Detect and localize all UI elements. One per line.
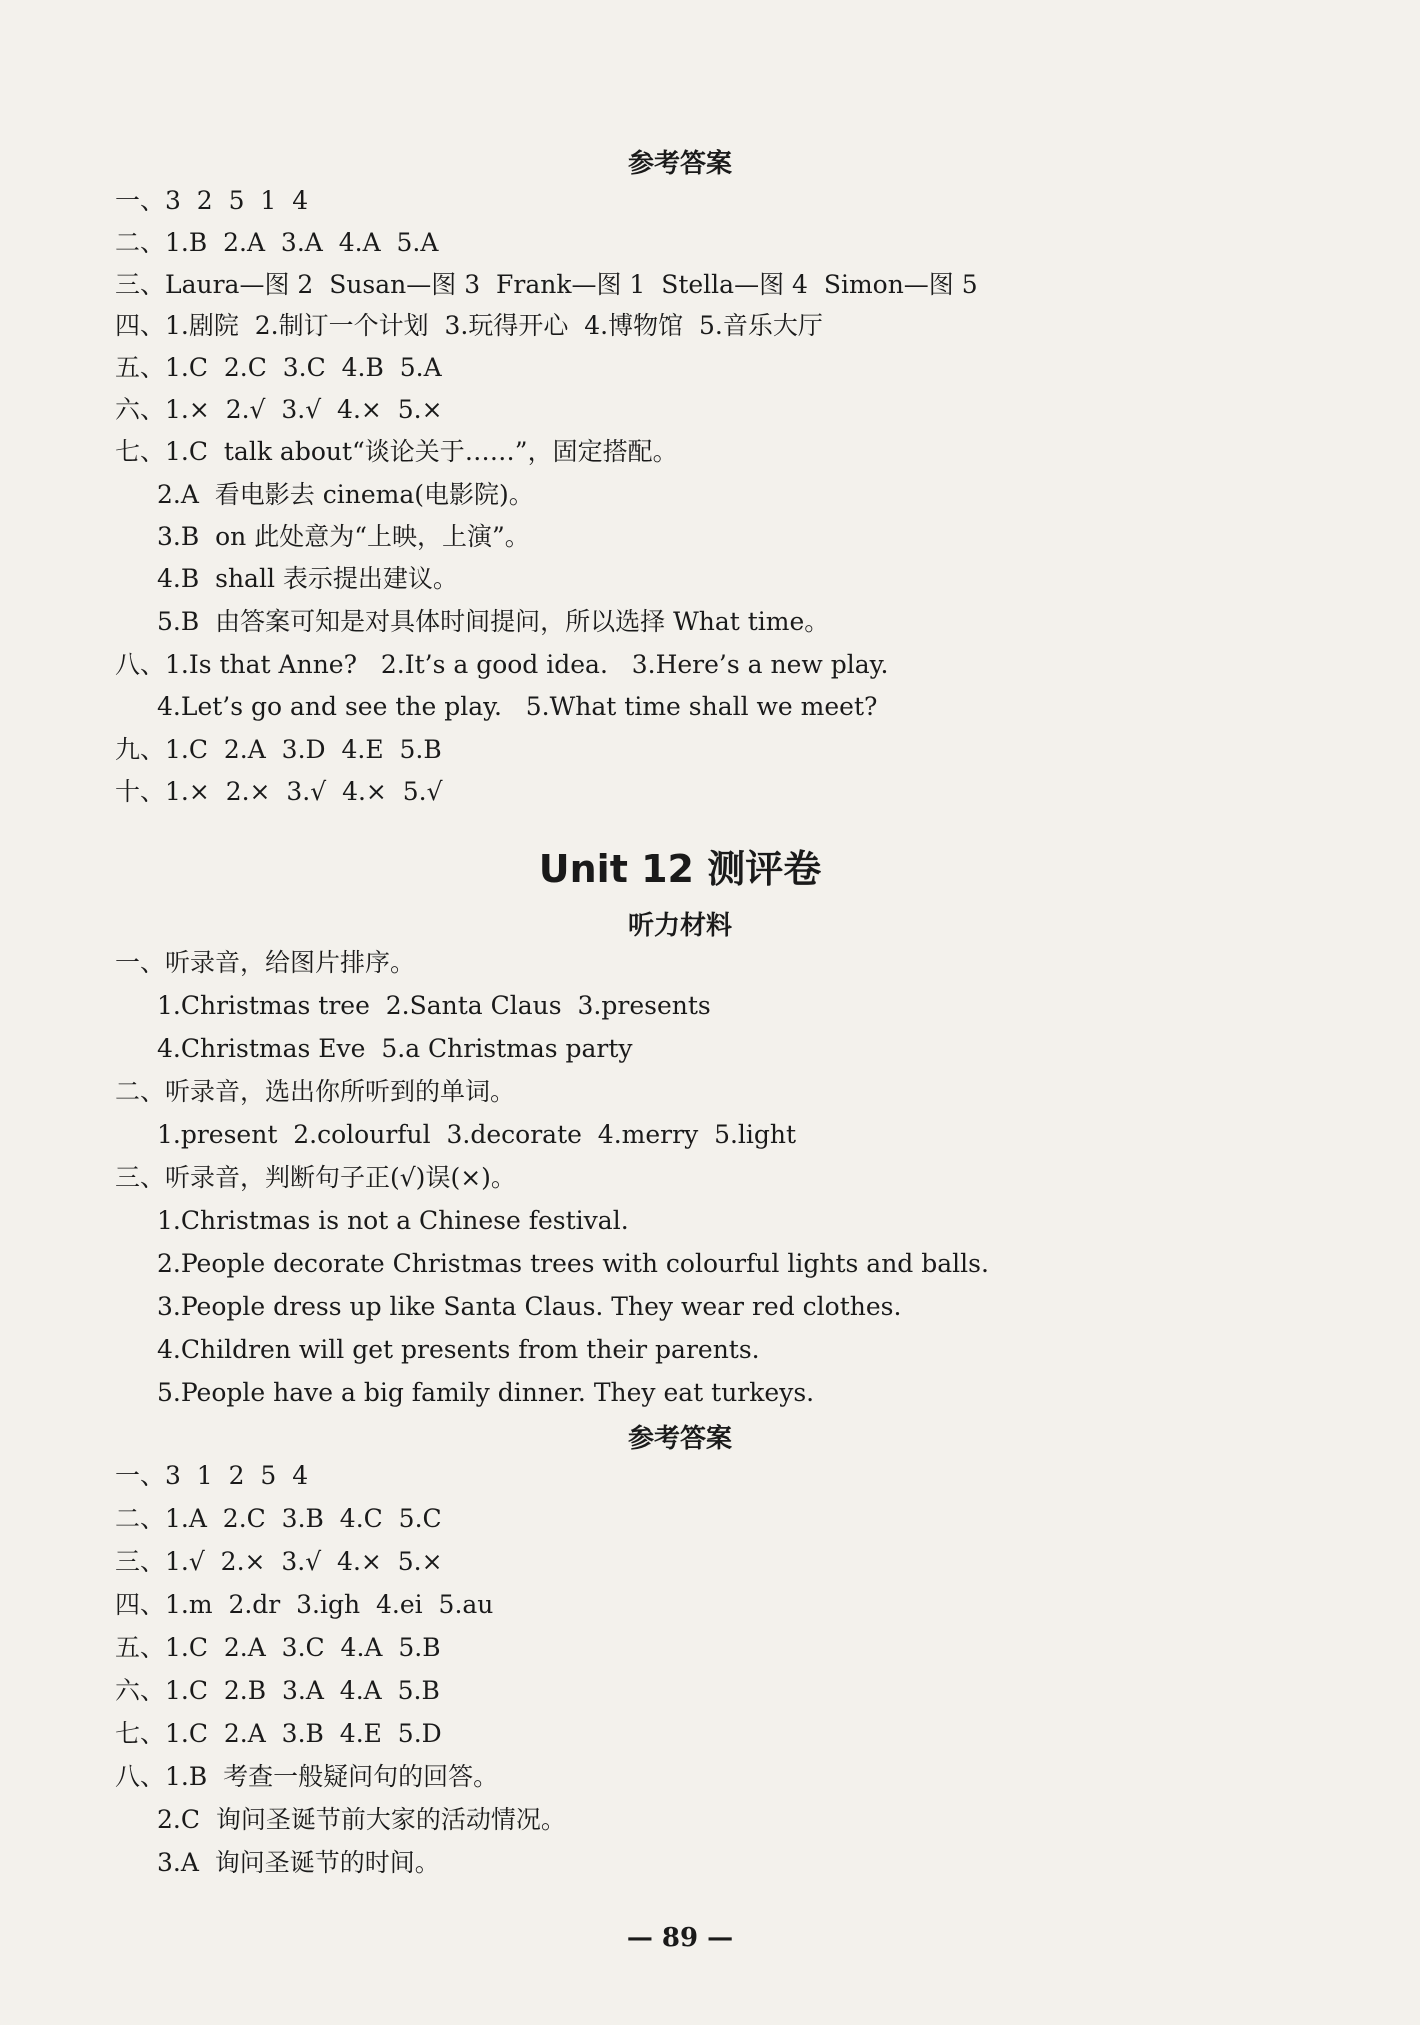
listening-line: 1.present 2.colourful 3.decorate 4.merry 5.light: [157, 1120, 797, 1149]
answer-line: 十、1.× 2.× 3.√ 4.× 5.√: [115, 777, 443, 806]
answer-line: 二、1.A 2.C 3.B 4.C 5.C: [115, 1504, 442, 1533]
answer-line: 四、1.剧院 2.制订一个计划 3.玩得开心 4.博物馆 5.音乐大厅: [115, 311, 823, 340]
answer-line: 四、1.m 2.dr 3.igh 4.ei 5.au: [115, 1590, 494, 1619]
answer-line: 一、3 1 2 5 4: [115, 1461, 309, 1490]
listening-line: 三、听录音，判断句子正(√)误(×)。: [115, 1163, 516, 1192]
answer-line: 八、1.B 考查一般疑问句的回答。: [115, 1762, 499, 1791]
listening-line: 1.Christmas tree 2.Santa Claus 3.presents: [157, 991, 711, 1020]
answer-line: 5.B 由答案可知是对具体时间提问，所以选择 What time。: [157, 607, 830, 636]
listening-line: 1.Christmas is not a Chinese festival.: [157, 1206, 629, 1235]
listening-line: 二、听录音，选出你所听到的单词。: [115, 1077, 516, 1106]
answer-line: 3.A 询问圣诞节的时间。: [157, 1848, 440, 1877]
answer-line: 六、1.C 2.B 3.A 4.A 5.B: [115, 1676, 440, 1705]
answer-line: 3.B on 此处意为“上映，上演”。: [157, 522, 530, 551]
unit-answers-heading: 参考答案: [627, 1424, 732, 1454]
answer-line: 一、3 2 5 1 4: [115, 186, 309, 215]
answer-line: 2.C 询问圣诞节前大家的活动情况。: [157, 1805, 566, 1834]
answer-line: 七、1.C talk about“谈论关于……”，固定搭配。: [115, 437, 678, 466]
answer-line: 七、1.C 2.A 3.B 4.E 5.D: [115, 1719, 442, 1748]
answer-line: 4.B shall 表示提出建议。: [157, 564, 458, 593]
listening-line: 4.Christmas Eve 5.a Christmas party: [157, 1034, 633, 1063]
unit-title: Unit 12 测评卷: [538, 847, 822, 891]
answer-line: 六、1.× 2.√ 3.√ 4.× 5.×: [115, 395, 443, 424]
page-number: — 89 —: [626, 1923, 734, 1953]
answer-line: 五、1.C 2.C 3.C 4.B 5.A: [115, 353, 442, 382]
listening-heading: 听力材料: [627, 911, 732, 941]
top-answers-heading: 参考答案: [627, 149, 732, 179]
answer-line: 三、1.√ 2.× 3.√ 4.× 5.×: [115, 1547, 443, 1576]
listening-line: 4.Children will get presents from their parents.: [157, 1335, 760, 1364]
answer-line: 二、1.B 2.A 3.A 4.A 5.A: [115, 228, 439, 257]
listening-line: 3.People dress up like Santa Claus. They wear red clothes.: [157, 1292, 902, 1321]
answer-line: 4.Let’s go and see the play. 5.What time shall we meet?: [157, 692, 878, 721]
answer-line: 九、1.C 2.A 3.D 4.E 5.B: [115, 735, 442, 764]
listening-line: 一、听录音，给图片排序。: [115, 948, 416, 977]
answer-line: 2.A 看电影去 cinema(电影院)。: [157, 480, 534, 509]
answer-line: 五、1.C 2.A 3.C 4.A 5.B: [115, 1633, 441, 1662]
answer-line: 三、Laura—图 2 Susan—图 3 Frank—图 1 Stella—图 4 Simon—图 5: [115, 270, 978, 299]
answer-line: 八、1.Is that Anne? 2.It’s a good idea. 3.Here’s a new play.: [115, 650, 889, 679]
listening-line: 5.People have a big family dinner. They eat turkeys.: [157, 1378, 815, 1407]
listening-line: 2.People decorate Christmas trees with colourful lights and balls.: [157, 1249, 989, 1278]
